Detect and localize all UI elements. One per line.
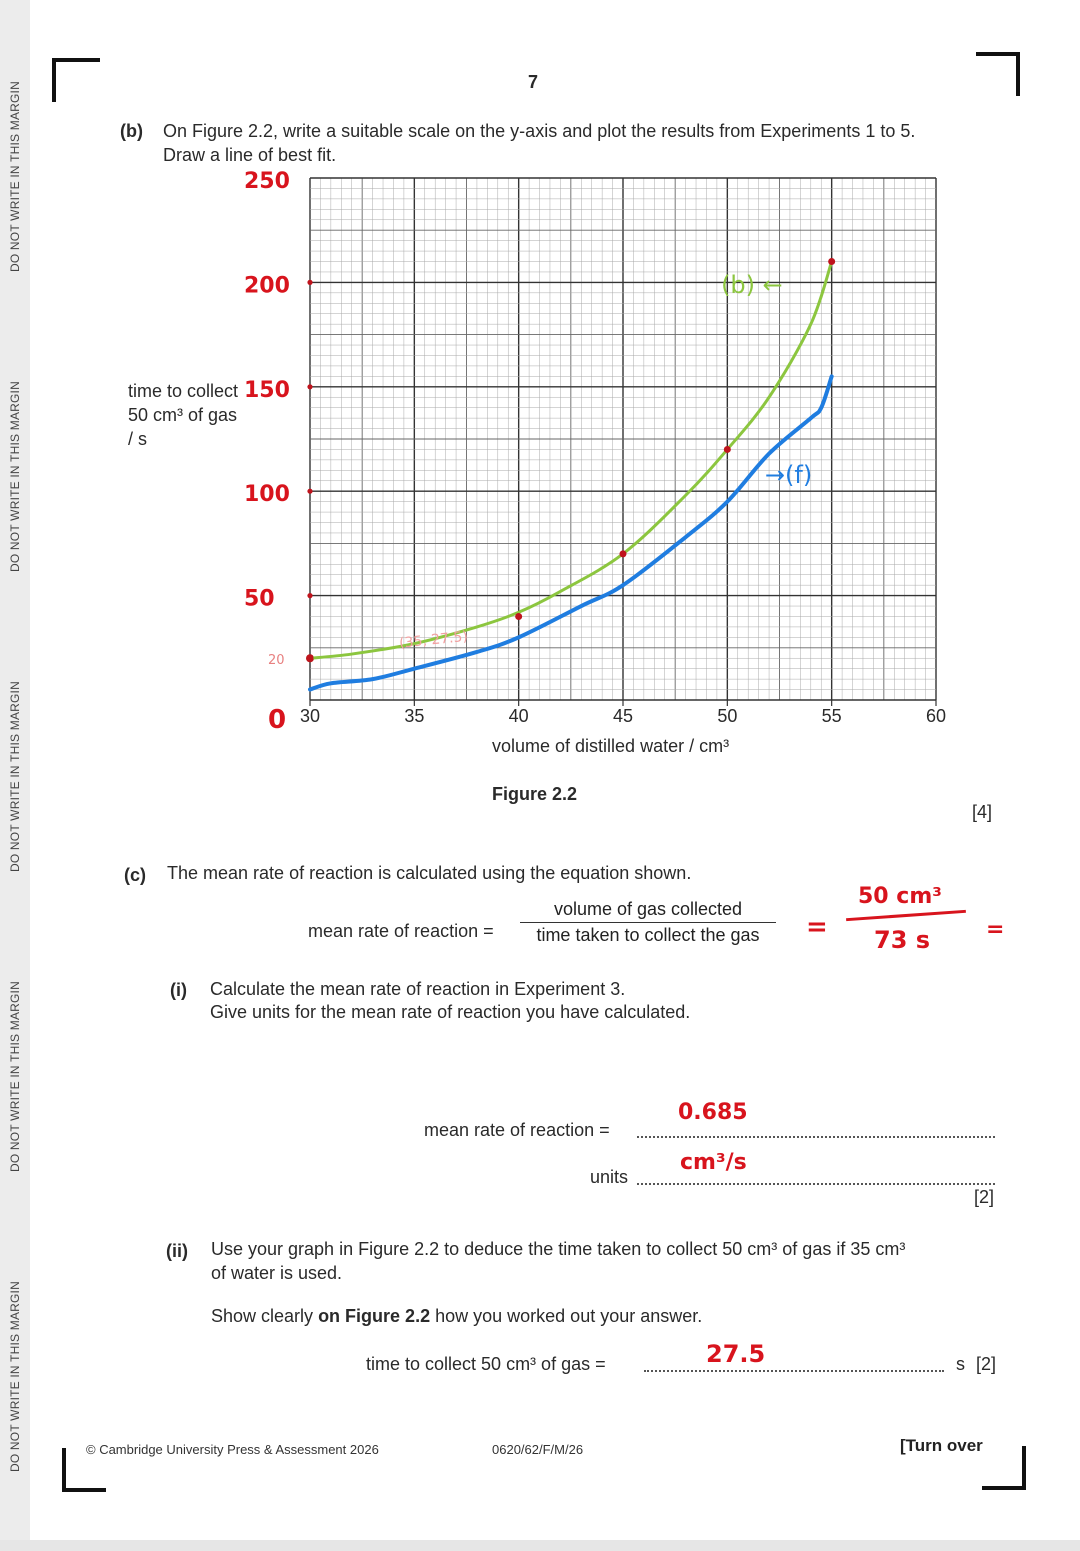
turn-over: [Turn over [900, 1436, 983, 1455]
bottom-strip [0, 1540, 1080, 1551]
series-label-b: (b) ← [721, 270, 783, 299]
part-c-ii-label: (ii) [166, 1241, 188, 1261]
part-b-marks: [4] [972, 802, 993, 822]
x-tick-label: 35 [404, 706, 425, 726]
part-c-i-line2: Give units for the mean rate of reaction you have calculated. [210, 1002, 691, 1022]
y-tick-label-20: 20 [268, 653, 285, 669]
margin-warning-5: DO NOT WRITE IN THIS MARGIN [8, 1281, 22, 1472]
part-b-label: (b) [120, 121, 143, 141]
instruction-text-bold: on Figure 2.2 [318, 1306, 431, 1326]
y-tick-dot [307, 384, 312, 389]
footer-copyright: © Cambridge University Press & Assessment 2026 [86, 1442, 379, 1457]
instruction-text-post: how you worked out your answer. [435, 1306, 703, 1326]
equation-denominator: time taken to collect the gas [536, 925, 760, 945]
footer-code: 0620/62/F/M/26 [492, 1442, 584, 1457]
part-c-ii-marks: [2] [976, 1354, 997, 1374]
part-c-i-marks: [2] [974, 1187, 995, 1207]
equation-fraction [520, 899, 776, 946]
time-label: time to collect 50 cm³ of gas = [366, 1354, 606, 1374]
y-tick-label-handwritten: 150 [244, 377, 290, 403]
margin-warning-1: DO NOT WRITE IN THIS MARGIN [8, 81, 22, 272]
time-answer: 27.5 [706, 1340, 766, 1368]
rate-answer: 0.685 [678, 1100, 748, 1125]
part-b-line1: On Figure 2.2, write a suitable scale on the y-axis and plot the results from Experiments 1 to 5. [163, 121, 916, 141]
part-c-ii-line1: Use your graph in Figure 2.2 to deduce the time taken to collect 50 cm³ of gas if 35 cm³ [211, 1239, 906, 1259]
x-tick-label: 45 [612, 706, 634, 726]
part-c-i-line1: Calculate the mean rate of reaction in Experiment 3. [210, 979, 626, 999]
y-axis-label [128, 379, 238, 451]
y-tick-dot [307, 489, 312, 494]
part-b-line2: Draw a line of best fit. [163, 145, 337, 165]
series-label-f: →(f) [764, 460, 813, 489]
time-unit: s [956, 1354, 965, 1374]
y-axis-label-line-3: / s [128, 429, 148, 449]
y-tick-label-handwritten: 250 [244, 169, 290, 194]
equation-numerator: volume of gas collected [553, 899, 743, 919]
plotted-point [724, 446, 731, 453]
x-tick-label: 30 [299, 706, 321, 726]
margin-warning-3: DO NOT WRITE IN THIS MARGIN [8, 681, 22, 872]
y-axis-label-line-2: 50 cm³ of gas [128, 405, 238, 425]
rate-label: mean rate of reaction = [424, 1120, 610, 1140]
page-number: 7 [528, 72, 539, 92]
part-c-ii-instruction [211, 1306, 702, 1327]
y-axis-label-line-1: time to collect [128, 381, 239, 401]
plotted-point [515, 613, 522, 620]
handwritten-equals-2: = [986, 917, 1005, 942]
handwritten-denominator: 73 s [874, 926, 931, 954]
handwritten-fraction-bar [846, 910, 966, 921]
x-tick-label: 50 [717, 706, 738, 726]
handwritten-equals-1: = [806, 912, 828, 942]
fraction-bar [520, 922, 776, 923]
corner-mark-bottom-right [982, 1446, 1026, 1490]
y-tick-label-handwritten: 100 [244, 482, 290, 508]
margin-warning-4: DO NOT WRITE IN THIS MARGIN [8, 981, 22, 1172]
part-c-label: (c) [124, 865, 146, 885]
units-label: units [590, 1167, 629, 1187]
part-c-intro: The mean rate of reaction is calculated using the equation shown. [167, 863, 692, 883]
y-tick-dot [307, 593, 312, 598]
y-tick-dot [307, 280, 312, 285]
margin-warning-2: DO NOT WRITE IN THIS MARGIN [8, 381, 22, 572]
equation-lhs: mean rate of reaction = [308, 921, 494, 941]
y-tick-label-handwritten: 0 [268, 705, 287, 735]
figure-caption: Figure 2.2 [492, 784, 578, 804]
y-tick-label-handwritten: 50 [244, 586, 275, 612]
instruction-text-pre: Show clearly [211, 1306, 314, 1326]
handwritten-numerator: 50 cm³ [858, 884, 942, 909]
y-tick-label-handwritten: 200 [244, 273, 290, 299]
x-tick-label: 40 [508, 706, 529, 726]
annotation-35-point: (35, 27.5) [398, 628, 469, 652]
x-tick-label: 55 [821, 706, 842, 726]
plotted-point [307, 655, 314, 662]
plotted-point [620, 550, 627, 557]
plotted-point [828, 258, 835, 265]
units-answer: cm³/s [680, 1150, 747, 1175]
part-c-i-label: (i) [170, 980, 187, 1000]
part-c-ii-line2: of water is used. [211, 1263, 343, 1283]
time-answer-line [644, 1354, 944, 1372]
x-axis-label: volume of distilled water / cm³ [492, 736, 730, 756]
x-tick-label: 60 [925, 706, 947, 726]
